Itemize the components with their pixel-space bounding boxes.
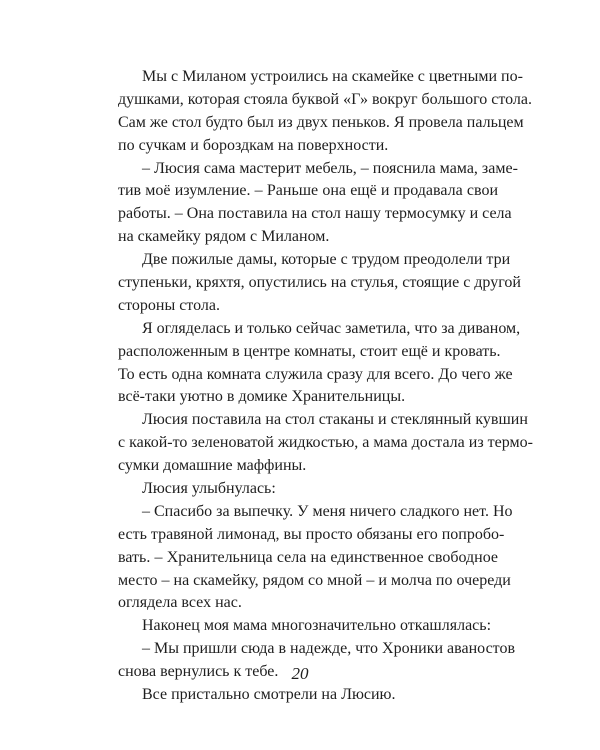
text-line: Мы с Миланом устроились на скамейке с цветными по- [142,68,523,85]
text-line: тив моё изумление. – Раньше она ещё и продавала свои [118,182,498,200]
text-line: стороны стола. [118,296,220,314]
text-line: Я огляделась и только сейчас заметила, что за диваном, [142,319,521,337]
text-line: есть травяной лимонад, вы просто обязаны его попробо- [118,525,505,543]
text-line: оглядела всех нас. [118,594,242,612]
text-line: душками, которая стояла буквой «Г» вокруг большого стола. [118,90,532,108]
body-text [118,66,533,707]
text-line: ступеньки, кряхтя, опустились на стулья, стоящие с другой [118,274,521,292]
text-line: Две пожилые дамы, которые с трудом преодолели три [142,251,511,269]
text-line: всё-таки уютно в домике Хранительницы. [118,388,406,406]
text-line: Люсия улыбнулась: [142,480,276,498]
text-line: на скамейку рядом с Миланом. [118,228,330,246]
text-line: – Спасибо за выпечку. У меня ничего сладкого нет. Но [142,502,513,520]
text-line: вать. – Хранительница села на единственное свободное [118,548,498,566]
text-line: с какой-то зеленоватой жидкостью, а мама достала из термо- [118,434,533,452]
text-line: снова вернулись к тебе. [118,663,279,681]
page-number: 20 [291,664,309,683]
text-line: – Люсия сама мастерит мебель, – пояснила мама, заме- [142,159,518,177]
text-line: Люсия поставила на стол стаканы и стеклянный кувшин [142,411,528,429]
text-line: Наконец моя мама многозначительно откашлялась: [142,617,492,635]
text-line: место – на скамейку, рядом со мной – и молча по очереди [118,571,511,589]
text-line: расположенным в центре комнаты, стоит ещё и кровать. [118,342,501,360]
text-line: – Мы пришли сюда в надежде, что Хроники аваностов [142,640,515,658]
text-line: по сучкам и бороздкам на поверхности. [118,136,389,154]
text-line: Все пристально смотрели на Люсию. [142,686,396,704]
text-line: То есть одна комната служила сразу для всего. До чего же [118,365,513,383]
text-line: сумки домашние маффины. [118,457,307,475]
text-line: работы. – Она поставила на стол нашу термосумку и села [118,205,512,223]
text-line: Сам же стол будто был из двух пеньков. Я провела пальцем [118,113,524,131]
